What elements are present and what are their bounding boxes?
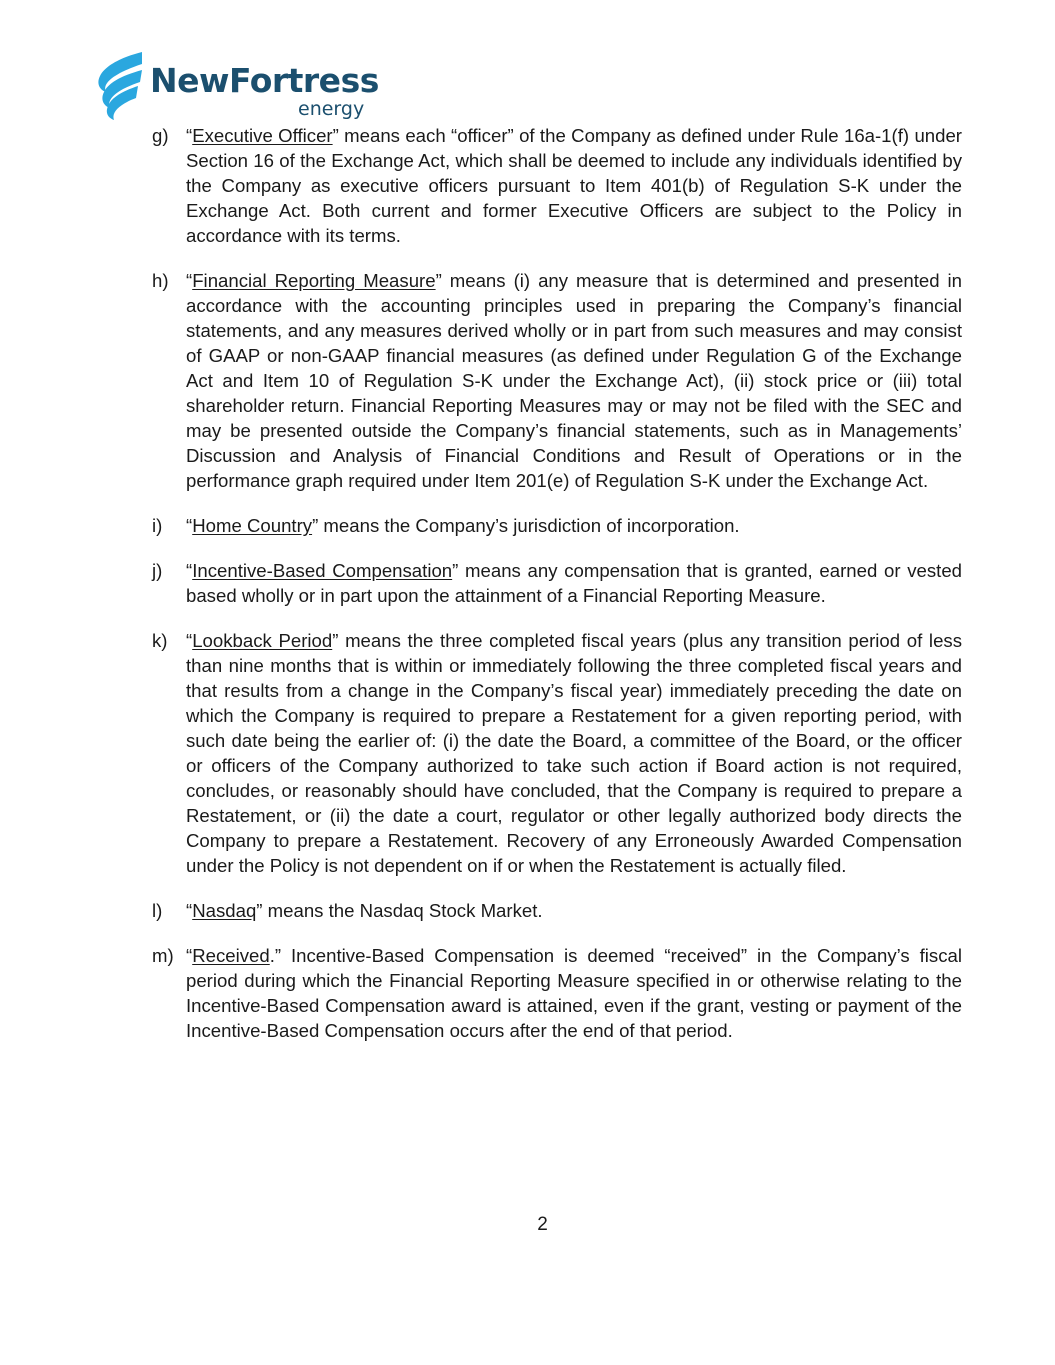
definition-item — [152, 898, 962, 923]
definition-item — [152, 513, 962, 538]
definition-body: ” means any compensation that is granted, earned or vested based wholly or in part upon the attainment of a Financial Reporting Measure. — [186, 560, 963, 606]
open-quote: “ — [186, 515, 193, 536]
definition-text — [186, 898, 962, 923]
definition-item — [152, 628, 962, 878]
definition-text — [186, 628, 962, 878]
definition-body: ” means (i) any measure that is determined and presented in accordance with the accounting principles used in preparing the Company’s financial statements, and any measures derived wholly or in part from such measures and may consist of GAAP or non-GAAP financial measures (as defined under Regulation G of the Exchange Act and Item 10 of Regulation S-K under the Exchange Act), (ii) stock price or (iii) total shareholder return. Financial Reporting Measures may or may not be filed with the SEC and may be presented outside the Company’s financial statements, such as in Managements’ Discussion and Analysis of Financial Conditions and Result of Operations or in the performance graph required under Item 201(e) of Regulation S-K under the Exchange Act. — [186, 270, 963, 491]
definition-label: h) — [152, 270, 169, 291]
definition-item — [152, 268, 962, 493]
defined-term: Nasdaq — [192, 900, 257, 921]
page-number: 2 — [537, 1214, 548, 1235]
definition-body: ” means the Company’s jurisdiction of incorporation. — [312, 515, 740, 536]
definition-body: ” means the Nasdaq Stock Market. — [256, 900, 543, 921]
open-quote: “ — [186, 125, 193, 146]
definition-text — [186, 943, 962, 1043]
definition-text — [186, 558, 962, 608]
defined-term: Executive Officer — [192, 125, 333, 146]
definition-text — [186, 268, 962, 493]
definitions-list — [152, 123, 962, 1063]
definition-label: j) — [152, 560, 163, 581]
defined-term: Incentive-Based Compensation — [192, 560, 453, 581]
definition-text — [186, 123, 962, 248]
open-quote: “ — [186, 630, 193, 651]
defined-term: Lookback Period — [192, 630, 333, 651]
definition-text — [186, 513, 962, 538]
definition-body: ” means the three completed fiscal years (plus any transition period of less than nine months that is within or immediately following the three completed fiscal years and that results from a change in the Company’s fiscal year) immediately preceding the date on which the Company is required to prepare a Restatement for a given reporting period, with such date being the earlier of: (i) the date the Board, a committee of the Board, or the officer or officers of the Company authorized to take such action if Board action is not required, concludes, or reasonably should have concluded, that the Company is required to prepare a Restatement, or (ii) the date a court, regulator or other legally authorized body directs the Company to prepare a Restatement. Recovery of any Erroneously Awarded Compensation under the Policy is not dependent on if or when the Restatement is actually filed. — [186, 630, 962, 876]
definition-item — [152, 558, 962, 608]
definition-item — [152, 943, 962, 1043]
defined-term: Financial Reporting Measure — [192, 270, 436, 291]
definition-label: m) — [152, 945, 174, 966]
open-quote: “ — [186, 945, 193, 966]
definition-label: i) — [152, 515, 163, 536]
definition-body: .” Incentive-Based Compensation is deemed “received” in the Company’s fiscal period during which the Financial Reporting Measure specified in or otherwise relating to the Incentive-Based Compensation award is attained, even if the grant, vesting or payment of the Incentive-Based Compensation occurs after the end of that period. — [186, 945, 962, 1041]
definition-label: k) — [152, 630, 168, 651]
logo-wordmark: NewFortress — [150, 61, 379, 100]
flame-logo-icon — [92, 50, 148, 122]
company-logo — [92, 50, 382, 126]
defined-term: Received — [192, 945, 270, 966]
open-quote: “ — [186, 270, 193, 291]
definition-body: ” means each “officer” of the Company as defined under Rule 16a-1(f) under Section 16 of the Exchange Act, which shall be deemed to include any individuals identified by the Company as executive officers pursuant to Item 401(b) of Regulation S-K under the Exchange Act. Both current and former Executive Officers are subject to the Policy in accordance with its terms. — [186, 125, 962, 246]
defined-term: Home Country — [192, 515, 313, 536]
definition-label: g) — [152, 125, 169, 146]
definition-item — [152, 123, 962, 248]
open-quote: “ — [186, 900, 193, 921]
logo-subtitle: energy — [298, 98, 365, 120]
open-quote: “ — [186, 560, 193, 581]
definition-label: l) — [152, 900, 163, 921]
